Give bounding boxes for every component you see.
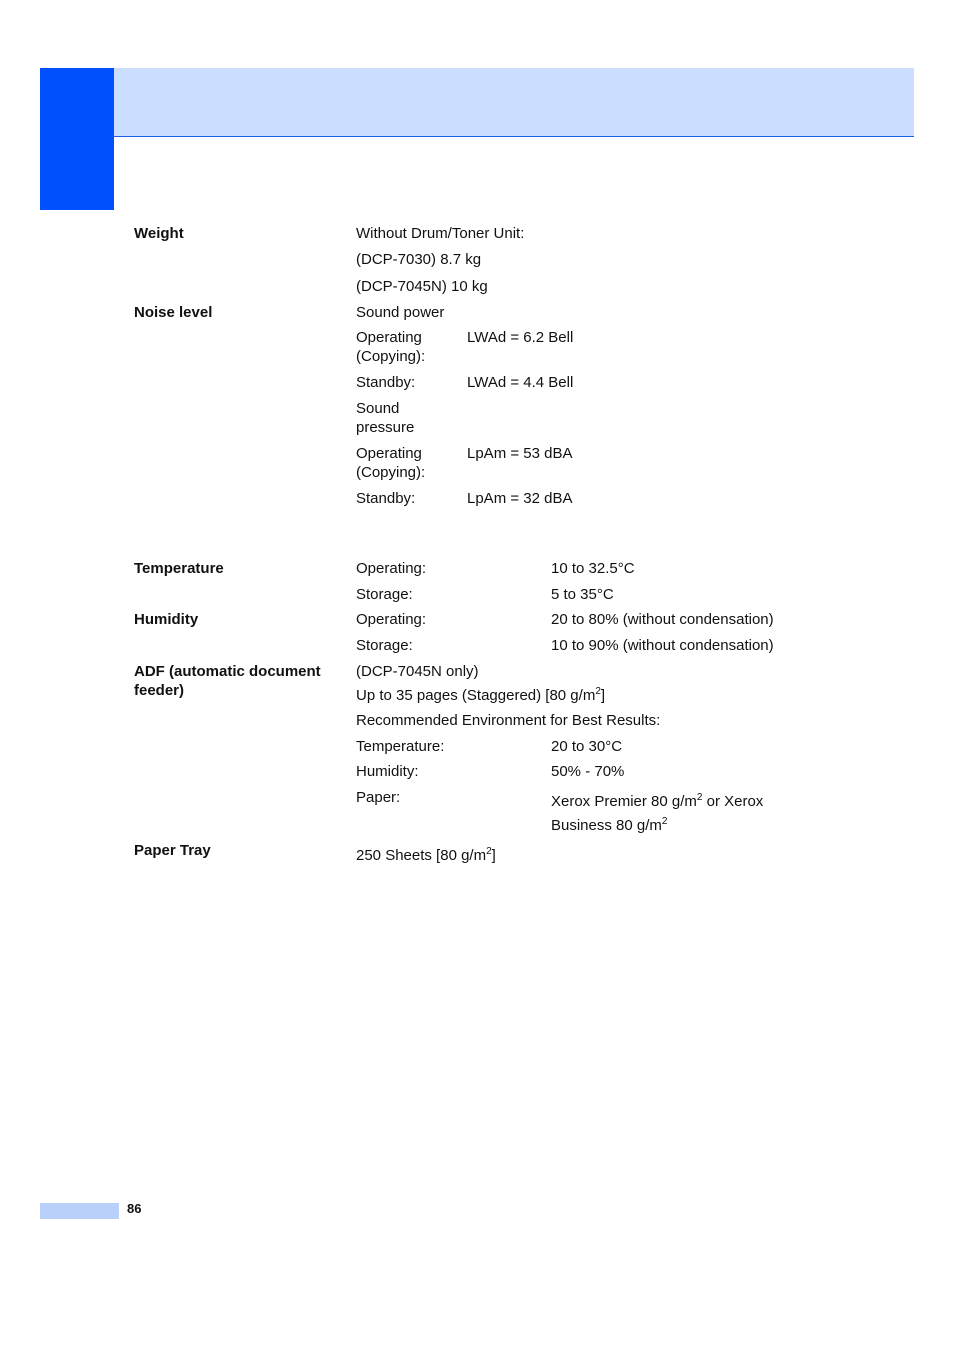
adf-temperature-label: Temperature: bbox=[356, 738, 445, 755]
weight-label: Weight bbox=[134, 225, 184, 242]
temperature-storage-value: 5 to 35°C bbox=[551, 586, 614, 603]
noise-operating-label: Operating (Copying): bbox=[356, 329, 426, 365]
footer-bar bbox=[40, 1203, 119, 1219]
weight-line-1: Without Drum/Toner Unit: bbox=[356, 225, 525, 242]
humidity-operating-value: 20 to 80% (without condensation) bbox=[551, 611, 774, 628]
noise-level-label: Noise level bbox=[134, 304, 213, 321]
pressure-operating-label: Operating (Copying): bbox=[356, 445, 426, 481]
pressure-operating-value: LpAm = 53 dBA bbox=[467, 445, 573, 462]
temperature-label: Temperature bbox=[134, 560, 224, 577]
adf-recommended: Recommended Environment for Best Results: bbox=[356, 712, 661, 729]
header-band bbox=[114, 68, 914, 137]
page-number: 86 bbox=[127, 1201, 142, 1216]
noise-standby-label: Standby: bbox=[356, 374, 416, 391]
pressure-standby-value: LpAm = 32 dBA bbox=[467, 490, 573, 507]
chapter-tab bbox=[40, 68, 114, 210]
temperature-storage-label: Storage: bbox=[356, 586, 413, 603]
humidity-storage-value: 10 to 90% (without condensation) bbox=[551, 637, 774, 654]
humidity-label: Humidity bbox=[134, 611, 199, 628]
weight-line-3: (DCP-7045N) 10 kg bbox=[356, 278, 488, 295]
adf-model-note: (DCP-7045N only) bbox=[356, 663, 479, 680]
paper-tray-label: Paper Tray bbox=[134, 842, 211, 859]
adf-temperature-value: 20 to 30°C bbox=[551, 738, 623, 755]
adf-paper-line-2: Business 80 $g/m^2$ bbox=[551, 816, 668, 834]
noise-operating-value: LWAd = 6.2 Bell bbox=[467, 329, 574, 346]
adf-paper-label: Paper: bbox=[356, 789, 401, 806]
temperature-operating-label: Operating: bbox=[356, 560, 427, 577]
pressure-standby-label: Standby: bbox=[356, 490, 416, 507]
sound-power: Sound power bbox=[356, 304, 445, 321]
weight-line-2: (DCP-7030) 8.7 kg bbox=[356, 251, 482, 268]
noise-standby-value: LWAd = 4.4 Bell bbox=[467, 374, 574, 391]
temperature-operating-value: 10 to 32.5°C bbox=[551, 560, 635, 577]
adf-capacity: Up to 35 pages (Staggered) [80 $g/m^2$] bbox=[356, 686, 606, 704]
sound-pressure: Sound pressure bbox=[356, 400, 415, 436]
humidity-storage-label: Storage: bbox=[356, 637, 413, 654]
adf-humidity-value: 50% - 70% bbox=[551, 763, 625, 780]
adf-paper-line-1: Xerox Premier 80 $g/m^2$ or Xerox bbox=[551, 792, 764, 810]
humidity-operating-label: Operating: bbox=[356, 611, 427, 628]
paper-tray-value: 250 Sheets [80 $g/m^2$] bbox=[356, 846, 496, 864]
adf-label: ADF (automatic document feeder) bbox=[134, 663, 321, 699]
adf-humidity-label: Humidity: bbox=[356, 763, 419, 780]
